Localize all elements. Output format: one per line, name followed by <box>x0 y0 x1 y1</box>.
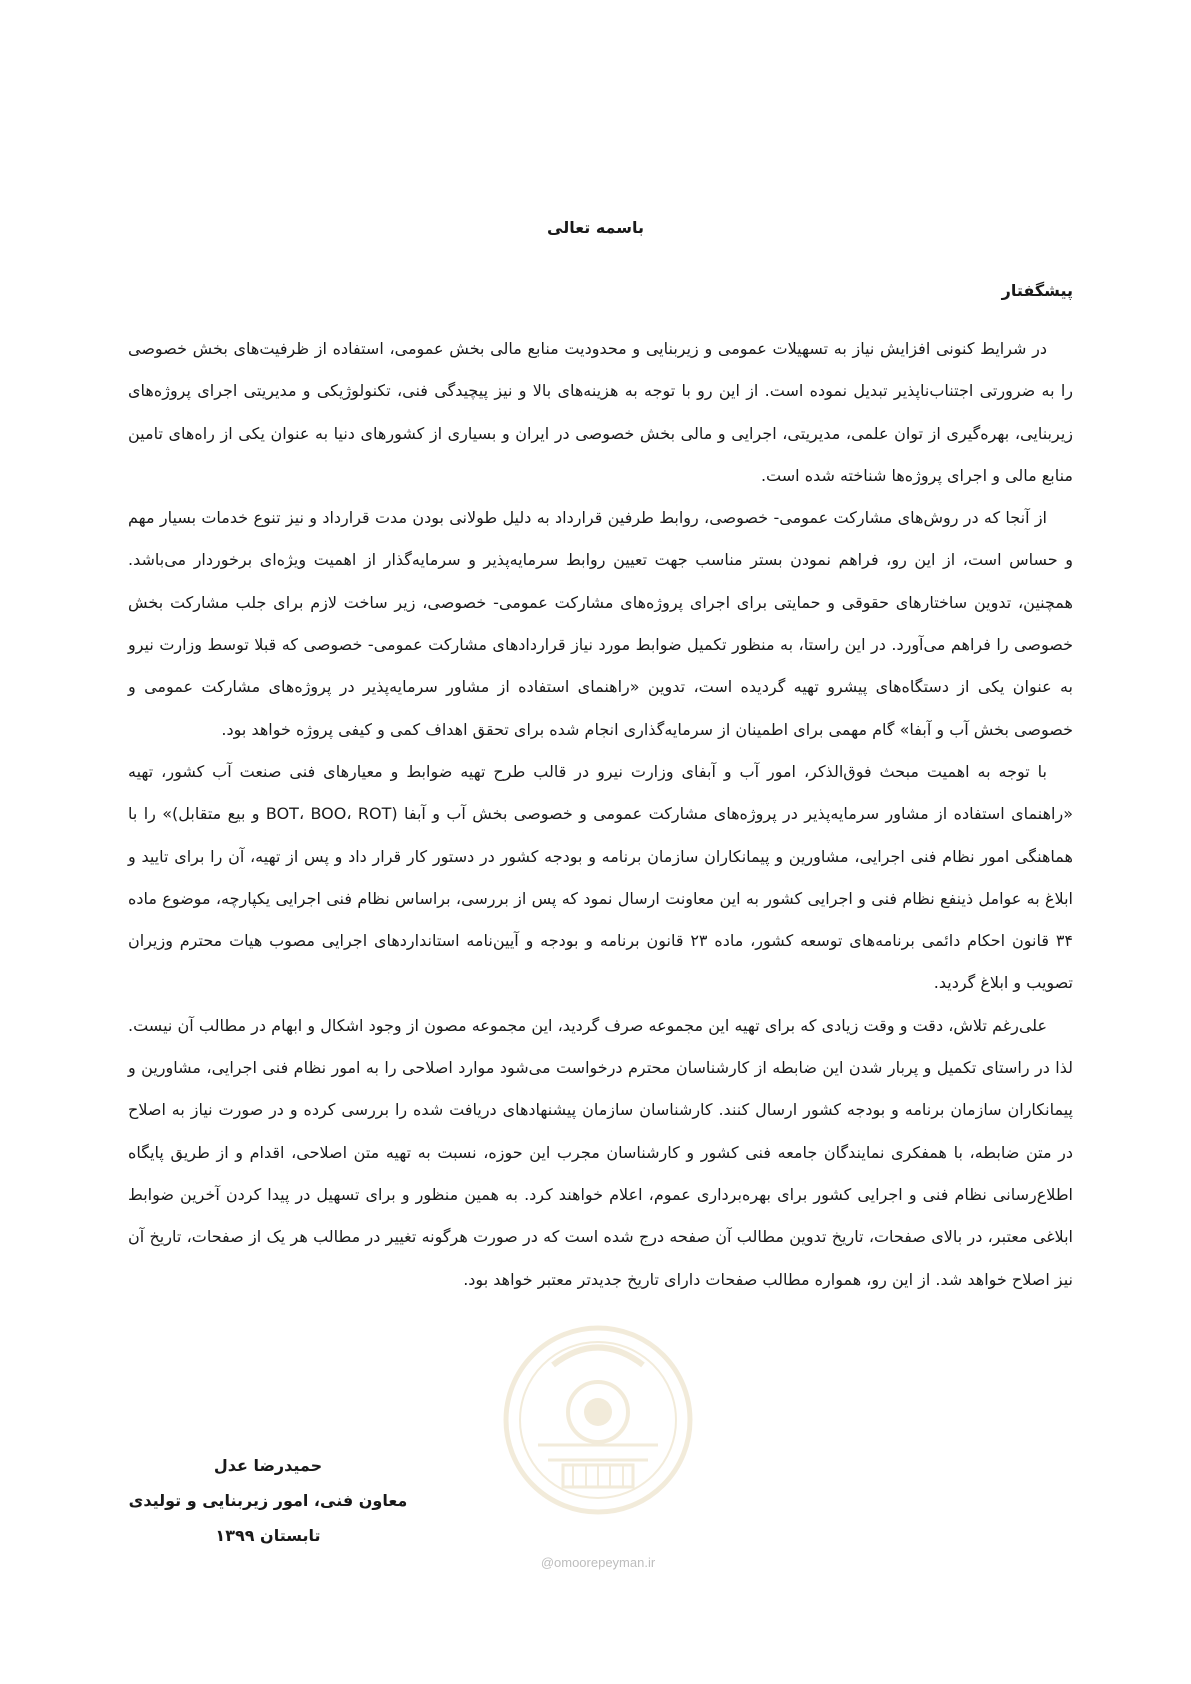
signature-date: تابستان ۱۳۹۹ <box>215 1526 321 1545</box>
paragraph-1: در شرایط کنونی افزایش نیاز به تسهیلات عمومی و زیربنایی و محدودیت منابع مالی بخش عمومی، استفاده از ظرفیت‌های بخش خصوصی را به ضرورتی اجتناب‌ناپذیر تبدیل نموده است. از این رو با توجه به هزینه‌های بالا و نیز پیچیدگی فنی، تکنولوژیکی و مدیریتی اجرای پروژه‌های زیربنایی، بهره‌گیری از توان علمی، مدیریتی، اجرایی و مالی بخش خصوصی در ایران و بسیاری از کشورهای دنیا به عنوان یکی از راه‌های تامین منابع مالی و اجرای پروژه‌ها شناخته شده است. <box>128 339 1073 485</box>
seal-watermark-icon <box>498 1320 698 1520</box>
signatory-name: حمیدرضا عدل <box>213 1456 323 1475</box>
body-text <box>128 328 1073 1301</box>
section-title: پیشگفتار <box>1001 281 1073 300</box>
signature-block <box>118 1448 418 1553</box>
watermark-text: @omoorepeyman.ir <box>540 1555 656 1570</box>
paragraph-2: از آنجا که در روش‌های مشارکت عمومی- خصوصی، روابط طرفین قرارداد به دلیل طولانی بودن مدت قرارداد و نیز تنوع خدمات بسیار مهم و حساس است، از این رو، فراهم نمودن بستر مناسب جهت تعیین روابط سرمایه‌پذیر و سرمایه‌گذار از اهمیت ویژه‌ای برخوردار می‌باشد. همچنین، تدوین ساختارهای حقوقی و حمایتی برای اجرای پروژه‌های مشارکت عمومی- خصوصی، زیر ساخت لازم برای جلب مشارکت بخش خصوصی را فراهم می‌آورد. در این راستا، به منظور تکمیل ضوابط مورد نیاز قراردادهای مشارکت عمومی- خصوصی که قبلا توسط وزارت نیرو به عنوان یکی از دستگاه‌های پیشرو تهیه گردیده است، تدوین «راهنمای استفاده از مشاور سرمایه‌پذیر در پروژه‌های مشارکت عمومی و خصوصی بخش آب و آبفا» گام مهمی برای اطمینان از سرمایه‌گذاری انجام شده برای تحقق اهداف کمی و کیفی پروژه خواهد بود. <box>128 508 1073 739</box>
paragraph-3: با توجه به اهمیت مبحث فوق‌الذکر، امور آب و آبفای وزارت نیرو در قالب طرح تهیه ضوابط و معیارهای فنی صنعت آب کشور، تهیه «راهنمای استفاده از مشاور سرمایه‌پذیر در پروژه‌های مشارکت عمومی و خصوصی بخش آب و آبفا (BOT، BOO، ROT و بیع متقابل)» را با هماهنگی امور نظام فنی اجرایی، مشاورین و پیمانکاران سازمان برنامه و بودجه کشور در دستور کار قرار داد و پس از تهیه، آن را برای تایید و ابلاغ به عوامل ذینفع نظام فنی و اجرایی کشور به این معاونت ارسال نمود که پس از بررسی، براساس نظام فنی اجرایی یکپارچه، موضوع ماده ۳۴ قانون احکام دائمی برنامه‌های توسعه کشور، ماده ۲۳ قانون برنامه و بودجه و آیین‌نامه استانداردهای اجرایی مصوب هیات محترم وزیران تصویب و ابلاغ گردید. <box>128 761 1073 993</box>
paragraph-4: علی‌رغم تلاش، دقت و وقت زیادی که برای تهیه این مجموعه صرف گردید، این مجموعه مصون از وجود اشکال و ابهام در مطالب آن نیست. لذا در راستای تکمیل و پربار شدن این ضابطه از کارشناسان محترم درخواست می‌شود موارد اصلاحی را به امور نظام فنی اجرایی، مشاورین و پیمانکاران سازمان برنامه و بودجه کشور ارسال کنند. کارشناسان سازمان پیشنهادهای دریافت شده را بررسی کرده و در صورت نیاز به اصلاح در متن ضابطه، با همفکری نمایندگان جامعه فنی کشور و کارشناسان مجرب این حوزه، نسبت به تهیه متن اصلاحی، اقدام و از طریق پایگاه اطلاع‌رسانی نظام فنی و اجرایی کشور برای بهره‌برداری عموم، اعلام خواهند کرد. به همین منظور و برای تسهیل در پیدا کردن آخرین ضوابط ابلاغی معتبر، در بالای صفحات، تاریخ تدوین مطالب آن صفحه درج شده است که در صورت هرگونه تغییر در مطالب هر یک از صفحات، تاریخ آن نیز اصلاح خواهد شد. از این رو، همواره مطالب صفحات دارای تاریخ جدیدتر معتبر خواهد بود. <box>128 1015 1073 1289</box>
signatory-position: معاون فنی، امور زیربنایی و تولیدی <box>128 1491 408 1510</box>
page-heading: باسمه تعالی <box>547 218 644 237</box>
